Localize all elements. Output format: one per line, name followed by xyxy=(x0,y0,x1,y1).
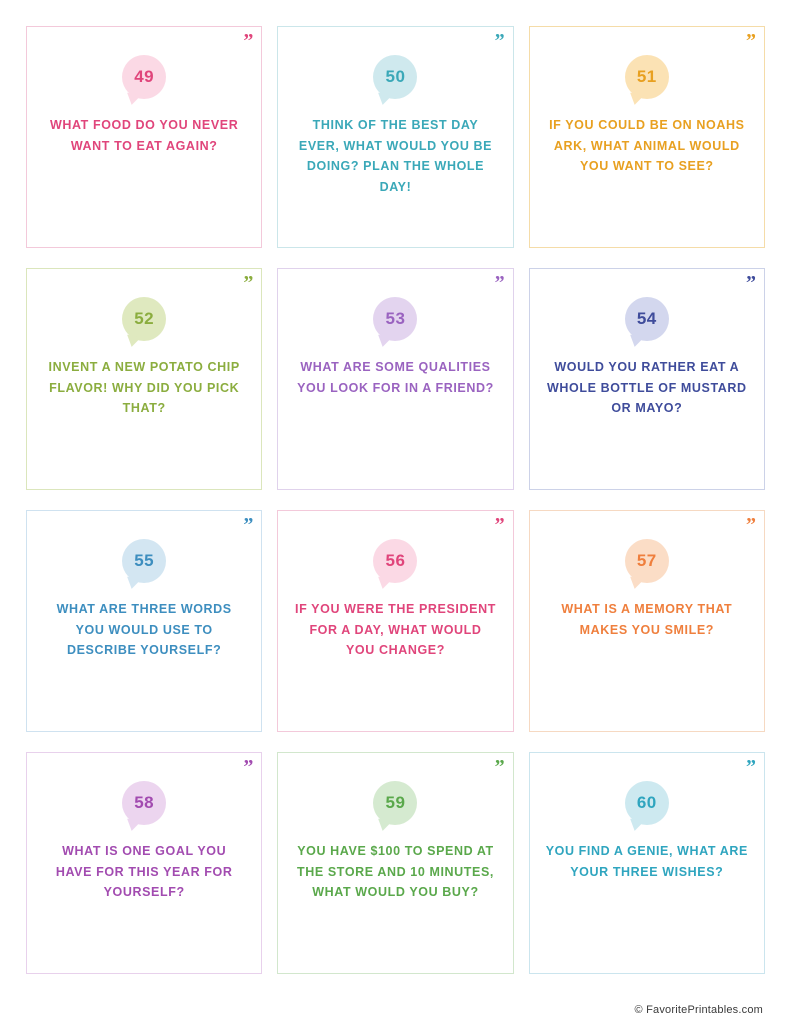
card-number: 59 xyxy=(385,793,406,812)
card-number-bubble xyxy=(373,539,417,583)
card-number-bubble xyxy=(122,781,166,825)
card-question-text: YOU HAVE $100 TO SPEND AT THE STORE AND 10 MINUTES, WHAT WOULD YOU BUY? xyxy=(297,844,494,900)
conversation-card xyxy=(26,26,262,248)
conversation-card xyxy=(529,26,765,248)
conversation-card xyxy=(529,752,765,974)
card-number-bubble xyxy=(625,55,669,99)
quote-icon: ” xyxy=(494,756,504,778)
quote-icon: ” xyxy=(745,514,755,536)
conversation-card xyxy=(277,510,513,732)
card-question-text: WOULD YOU RATHER EAT A WHOLE BOTTLE OF MUSTARD OR MAYO? xyxy=(546,360,747,416)
conversation-card xyxy=(26,510,262,732)
conversation-card xyxy=(277,752,513,974)
card-number-bubble xyxy=(122,55,166,99)
card-number-bubble xyxy=(373,297,417,341)
card-number-bubble xyxy=(625,539,669,583)
card-question-text: WHAT ARE SOME QUALITIES YOU LOOK FOR IN A FRIEND? xyxy=(297,360,494,395)
card-number: 58 xyxy=(134,793,155,812)
card-number: 49 xyxy=(134,67,155,86)
conversation-card xyxy=(529,510,765,732)
quote-icon: ” xyxy=(745,30,755,52)
conversation-card-grid xyxy=(26,26,765,974)
card-number: 55 xyxy=(134,551,155,570)
card-question-text: INVENT A NEW POTATO CHIP FLAVOR! WHY DID YOU PICK THAT? xyxy=(48,360,240,416)
card-question-text: WHAT IS ONE GOAL YOU HAVE FOR THIS YEAR FOR YOURSELF? xyxy=(55,844,233,900)
card-number-bubble xyxy=(373,55,417,99)
conversation-card xyxy=(277,26,513,248)
card-number: 50 xyxy=(385,67,406,86)
quote-icon: ” xyxy=(494,30,504,52)
conversation-card xyxy=(277,268,513,490)
card-number: 57 xyxy=(636,551,657,570)
card-question-text: IF YOU COULD BE ON NOAHS ARK, WHAT ANIMAL WOULD YOU WANT TO SEE? xyxy=(549,118,745,174)
footer-credit: © FavoritePrintables.com xyxy=(634,1004,763,1016)
conversation-card xyxy=(26,268,262,490)
card-number-bubble xyxy=(122,297,166,341)
card-number: 54 xyxy=(636,309,657,328)
quote-icon: ” xyxy=(243,30,253,52)
card-number-bubble xyxy=(373,781,417,825)
quote-icon: ” xyxy=(745,756,755,778)
conversation-card xyxy=(529,268,765,490)
quote-icon: ” xyxy=(243,514,253,536)
card-number: 53 xyxy=(385,309,406,328)
card-number-bubble xyxy=(122,539,166,583)
card-question-text: IF YOU WERE THE PRESIDENT FOR A DAY, WHAT WOULD YOU CHANGE? xyxy=(295,602,496,658)
card-question-text: WHAT ARE THREE WORDS YOU WOULD USE TO DESCRIBE YOURSELF? xyxy=(56,602,232,658)
card-question-text: WHAT IS A MEMORY THAT MAKES YOU SMILE? xyxy=(561,602,733,637)
quote-icon: ” xyxy=(243,272,253,294)
card-question-text: THINK OF THE BEST DAY EVER, WHAT WOULD YOU BE DOING? PLAN THE WHOLE DAY! xyxy=(298,118,493,194)
conversation-card xyxy=(26,752,262,974)
quote-icon: ” xyxy=(494,272,504,294)
quote-icon: ” xyxy=(494,514,504,536)
card-number: 60 xyxy=(636,793,657,812)
card-question-text: WHAT FOOD DO YOU NEVER WANT TO EAT AGAIN? xyxy=(49,118,239,153)
card-number-bubble xyxy=(625,297,669,341)
card-question-text: YOU FIND A GENIE, WHAT ARE YOUR THREE WISHES? xyxy=(545,844,748,879)
card-number: 51 xyxy=(636,67,657,86)
card-number: 56 xyxy=(385,551,406,570)
quote-icon: ” xyxy=(745,272,755,294)
card-number: 52 xyxy=(134,309,155,328)
quote-icon: ” xyxy=(243,756,253,778)
card-number-bubble xyxy=(625,781,669,825)
